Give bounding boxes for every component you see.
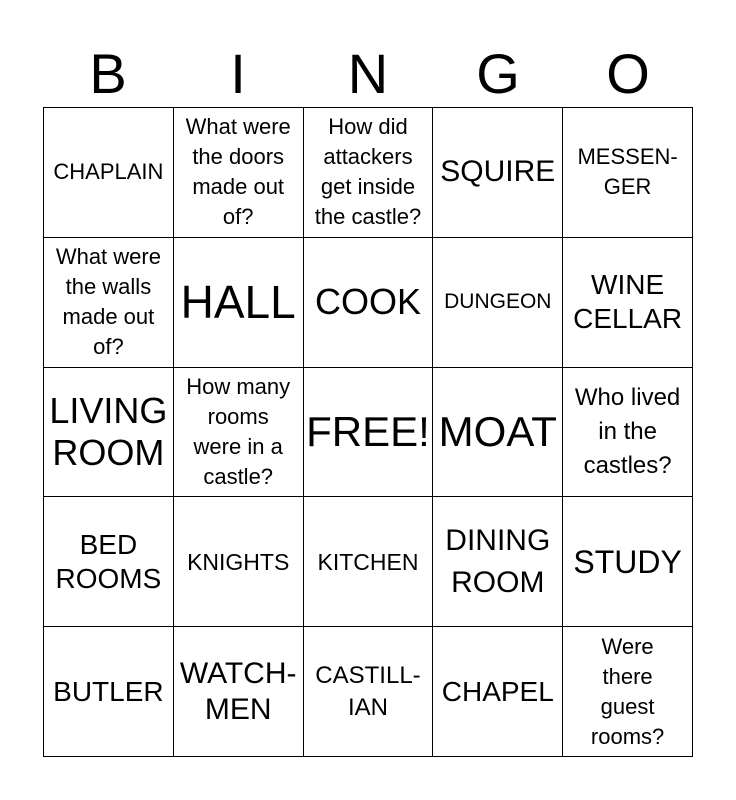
header-letter-n: N	[347, 42, 389, 105]
bingo-card-grid	[43, 107, 693, 757]
cell-text: KNIGHTS	[187, 548, 290, 575]
header-letter-i: I	[230, 42, 246, 105]
cell-text: LIVING ROOM	[49, 389, 168, 473]
cell-text: MESSEN- GER	[577, 144, 678, 200]
cell-text: What were the walls made out of?	[55, 244, 161, 360]
bingo-cell[interactable]	[44, 108, 174, 238]
cell-text: KITCHEN	[317, 548, 419, 575]
cell-text: SQUIRE	[440, 155, 556, 189]
cell-text: BUTLER	[53, 675, 164, 707]
cell-text: CHAPEL	[441, 675, 554, 707]
bingo-cell[interactable]	[44, 238, 174, 368]
header-letter-o: O	[606, 42, 650, 105]
bingo-cell[interactable]	[174, 108, 304, 238]
bingo-cell[interactable]	[44, 368, 174, 498]
bingo-cell[interactable]	[174, 627, 304, 757]
header-letter-b: B	[89, 42, 127, 105]
bingo-cell[interactable]	[304, 108, 434, 238]
bingo-cell[interactable]	[304, 497, 434, 627]
bingo-header	[43, 40, 693, 108]
bingo-cell[interactable]	[433, 108, 563, 238]
bingo-free-cell[interactable]	[304, 368, 434, 498]
cell-text: DUNGEON	[444, 290, 552, 314]
bingo-cell[interactable]	[304, 238, 434, 368]
bingo-cell[interactable]	[433, 497, 563, 627]
cell-text: CASTILL- IAN	[315, 661, 421, 721]
cell-text: MOAT	[438, 407, 557, 455]
cell-text: What were the doors made out of?	[185, 114, 291, 230]
cell-text: COOK	[314, 281, 421, 323]
header-letter-g: G	[476, 42, 520, 105]
bingo-cell[interactable]	[563, 497, 693, 627]
cell-text: How many rooms were in a castle?	[186, 373, 291, 489]
bingo-cell[interactable]	[174, 238, 304, 368]
bingo-cell[interactable]	[304, 627, 434, 757]
bingo-cell[interactable]	[563, 238, 693, 368]
bingo-cell[interactable]	[44, 497, 174, 627]
bingo-cell[interactable]	[433, 627, 563, 757]
cell-text: How did attackers get inside the castle?	[314, 114, 422, 230]
cell-text: HALL	[180, 276, 296, 329]
cell-text: WINE CELLAR	[573, 269, 683, 335]
bingo-cell[interactable]	[563, 108, 693, 238]
cell-text: BED ROOMS	[55, 528, 162, 594]
cell-text: WATCH- MEN	[179, 656, 297, 726]
bingo-cell[interactable]	[433, 238, 563, 368]
bingo-cell[interactable]	[44, 627, 174, 757]
cell-text: CHAPLAIN	[53, 159, 164, 185]
bingo-cell[interactable]	[433, 368, 563, 498]
bingo-cell[interactable]	[174, 497, 304, 627]
cell-text: Were there guest rooms?	[590, 633, 665, 749]
cell-text: Who lived in the castles?	[574, 383, 681, 479]
cell-text: FREE!	[306, 407, 430, 455]
cell-text: STUDY	[573, 543, 682, 580]
bingo-cell[interactable]	[174, 368, 304, 498]
bingo-cell[interactable]	[563, 627, 693, 757]
cell-text: DINING ROOM	[445, 523, 551, 599]
bingo-cell[interactable]	[563, 368, 693, 498]
